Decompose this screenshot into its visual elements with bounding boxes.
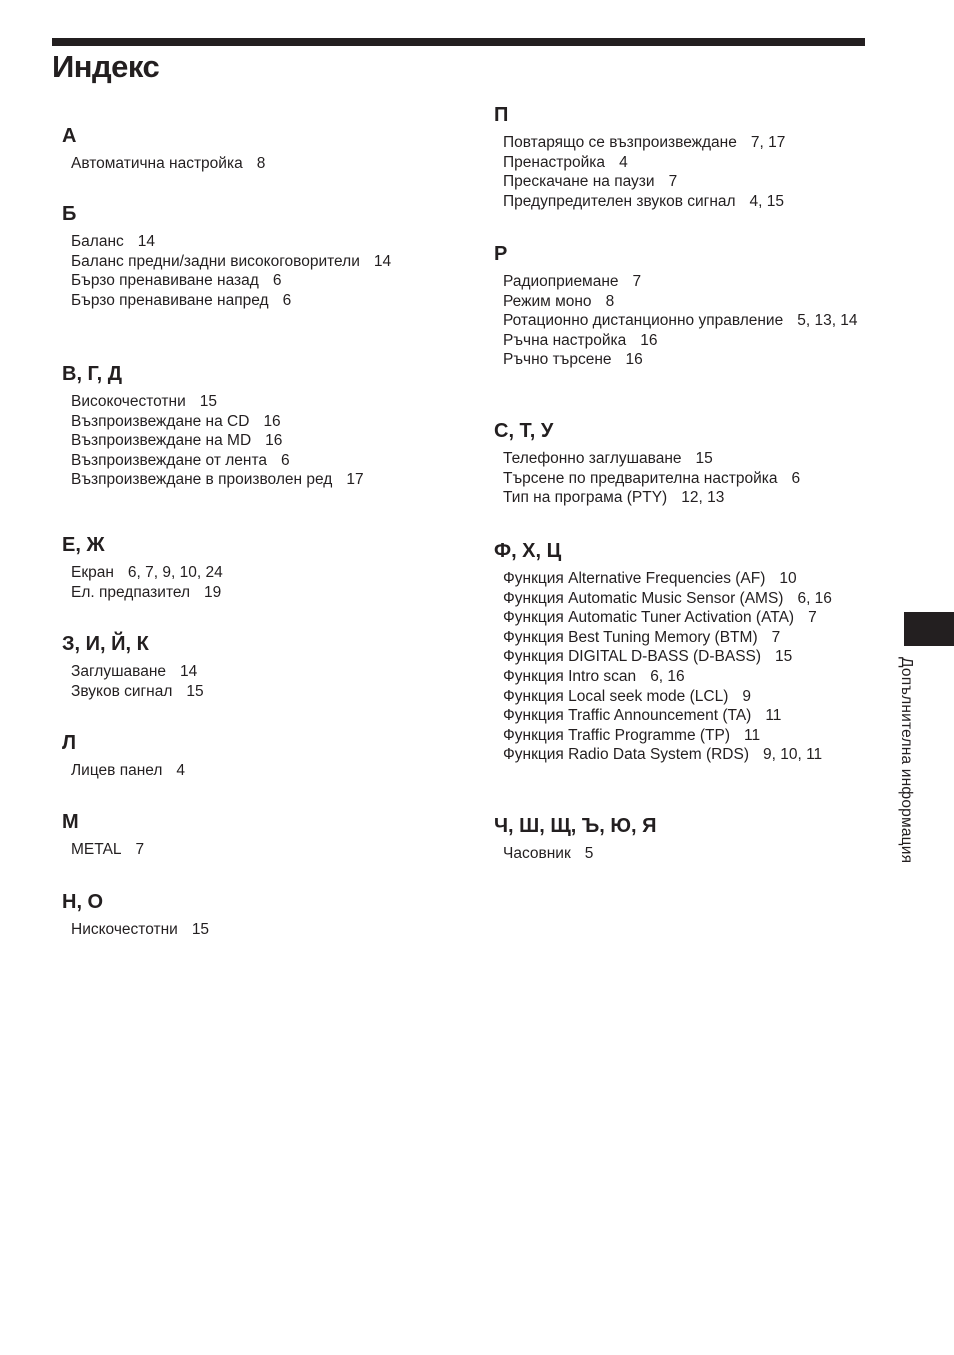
entry-term: METAL: [71, 841, 122, 858]
entry-term: Функция DIGITAL D-BASS (D-BASS): [503, 648, 762, 666]
index-entry: [503, 133, 864, 153]
entry-list: [62, 662, 462, 701]
entry-pages: 11: [744, 726, 761, 744]
index-section: [62, 884, 462, 940]
entry-term: Ротационно дистанционно управление: [503, 312, 784, 330]
entry-list: [62, 563, 462, 602]
entry-term: Бързо пренавиване напред: [71, 291, 269, 309]
index-entry: [503, 667, 864, 687]
entry-list: [62, 392, 462, 490]
entry-list: [494, 272, 864, 370]
index-entry: [71, 154, 462, 174]
entry-pages: 7: [632, 273, 642, 290]
entry-term: Телефонно заглушаване: [503, 450, 682, 467]
entry-term: Звуков сигнал: [71, 682, 173, 700]
entry-list: [62, 154, 462, 174]
section-heading: Р: [494, 243, 508, 265]
entry-list: [494, 844, 864, 864]
index-entry: [503, 153, 864, 173]
index-entry: [71, 252, 462, 272]
entry-term: Радиоприемане: [503, 273, 619, 290]
index-entry: [503, 745, 864, 765]
section-heading: В, Г, Д: [62, 363, 122, 385]
index-entry: [503, 844, 864, 864]
index-entry: [71, 271, 462, 291]
index-entry: [71, 392, 462, 412]
entry-term: Функция Radio Data System (RDS): [503, 746, 749, 764]
entry-pages: 4, 15: [749, 192, 785, 210]
index-entry: [71, 412, 462, 432]
index-entry: [503, 706, 864, 726]
section-heading: П: [494, 104, 509, 126]
index-entry: [503, 272, 864, 292]
index-entry: [71, 431, 462, 451]
entry-term: Заглушаване: [71, 663, 167, 680]
entry-pages: 6, 7, 9, 10, 24: [127, 564, 223, 581]
index-section: [62, 626, 462, 725]
index-section: [494, 97, 864, 236]
index-section: [62, 804, 462, 884]
entry-pages: 6, 16: [797, 589, 832, 607]
entry-pages: 4: [176, 762, 186, 779]
entry-list: [62, 232, 462, 310]
entry-pages: 15: [199, 393, 217, 410]
entry-list: [62, 761, 462, 781]
entry-term: Функция Intro scan: [503, 667, 637, 685]
index-column-right: [494, 97, 864, 864]
entry-term: Часовник: [503, 845, 571, 862]
index-column-left: [62, 118, 462, 940]
entry-term: Функция Automatic Music Sensor (AMS): [503, 589, 784, 607]
index-section: [62, 196, 462, 356]
entry-pages: 6: [791, 469, 801, 487]
index-entry: [71, 451, 462, 471]
entry-term: Предупредителен звуков сигнал: [503, 192, 736, 210]
index-entry: [71, 761, 462, 781]
entry-pages: 7, 17: [750, 134, 786, 151]
index-section: [494, 413, 864, 533]
index-section: [494, 533, 864, 808]
entry-pages: 8: [605, 292, 615, 310]
entry-term: Функция Best Tuning Memory (BTM): [503, 628, 758, 646]
section-heading: А: [62, 125, 77, 147]
entry-pages: 7: [135, 841, 145, 858]
entry-list: [62, 840, 462, 860]
index-entry: [71, 682, 462, 702]
entry-pages: 7: [668, 173, 678, 191]
entry-term: Функция Alternative Frequencies (AF): [503, 570, 766, 587]
entry-pages: 15: [186, 682, 204, 700]
entry-pages: 14: [180, 663, 198, 680]
page-title: Индекс: [52, 49, 160, 84]
entry-pages: 9, 10, 11: [763, 746, 823, 764]
index-entry: [503, 647, 864, 667]
entry-pages: 5: [584, 845, 594, 862]
entry-pages: 6: [282, 291, 292, 309]
entry-term: Бързо пренавиване назад: [71, 272, 259, 290]
entry-pages: 5, 13, 14: [797, 312, 858, 330]
index-entry: [503, 488, 864, 508]
index-entry: [71, 583, 462, 603]
entry-term: Възпроизвеждане от лента: [71, 451, 268, 469]
index-entry: [503, 569, 864, 589]
entry-term: Екран: [71, 564, 114, 581]
index-entry: [503, 608, 864, 628]
index-entry: [503, 449, 864, 469]
index-entry: [503, 726, 864, 746]
entry-pages: 6: [281, 451, 290, 469]
index-entry: [503, 628, 864, 648]
entry-pages: 6: [272, 272, 282, 290]
index-entry: [71, 563, 462, 583]
entry-term: Функция Traffic Announcement (TA): [503, 707, 752, 725]
entry-term: Повтарящо се възпроизвеждане: [503, 134, 737, 151]
entry-pages: 10: [779, 570, 797, 587]
section-heading: С, Т, У: [494, 420, 554, 442]
entry-list: [62, 920, 462, 940]
index-entry: [503, 311, 864, 331]
index-entry: [503, 292, 864, 312]
entry-term: Баланс предни/задни високоговорители: [71, 252, 360, 270]
entry-pages: 7: [808, 609, 817, 627]
section-heading: Б: [62, 203, 77, 225]
entry-term: Функция Automatic Tuner Activation (ATA): [503, 609, 795, 627]
index-section: [62, 527, 462, 626]
entry-term: Тип на програма (PTY): [503, 489, 668, 507]
entry-term: Ръчна настройка: [503, 331, 627, 349]
entry-pages: 8: [256, 155, 266, 172]
entry-pages: 11: [765, 707, 782, 725]
section-heading: М: [62, 811, 79, 833]
entry-term: Пренастройка: [503, 153, 606, 171]
entry-list: [494, 449, 864, 508]
entry-pages: 6, 16: [650, 667, 685, 685]
entry-term: Функция Local seek mode (LCL): [503, 687, 729, 705]
section-heading: Ч, Ш, Щ, Ъ, Ю, Я: [494, 815, 657, 837]
index-section: [62, 725, 462, 804]
entry-pages: 16: [263, 412, 281, 430]
index-entry: [503, 192, 864, 212]
index-section: [62, 118, 462, 196]
entry-term: Автоматична настройка: [71, 155, 243, 172]
index-section: [62, 356, 462, 527]
section-tab-marker: [904, 612, 954, 646]
entry-term: Прескачане на паузи: [503, 173, 655, 191]
section-heading: Ф, Х, Ц: [494, 540, 562, 562]
entry-term: Функция Traffic Programme (TP): [503, 726, 731, 744]
index-entry: [71, 840, 462, 860]
index-entry: [503, 469, 864, 489]
top-rule: [52, 38, 865, 46]
entry-term: Ръчно търсене: [503, 351, 612, 369]
index-section: [494, 236, 864, 413]
entry-term: Режим моно: [503, 292, 592, 310]
entry-pages: 4: [619, 153, 628, 171]
entry-pages: 9: [742, 687, 751, 705]
entry-list: [494, 133, 864, 211]
index-section: [494, 808, 864, 864]
entry-term: Ел. предпазител: [71, 583, 191, 601]
entry-term: Лицев панел: [71, 762, 163, 779]
entry-pages: 15: [695, 450, 713, 467]
index-entry: [503, 350, 864, 370]
entry-list: [494, 569, 864, 765]
entry-term: Баланс: [71, 233, 124, 250]
index-entry: [71, 232, 462, 252]
entry-pages: 16: [640, 331, 658, 349]
entry-term: Търсене по предварителна настройка: [503, 469, 778, 487]
index-entry: [503, 589, 864, 609]
entry-pages: 19: [204, 583, 222, 601]
entry-pages: 7: [771, 628, 781, 646]
index-entry: [71, 662, 462, 682]
entry-pages: 16: [625, 351, 643, 369]
index-entry: [503, 172, 864, 192]
entry-term: Възпроизвеждане в произволен ред: [71, 471, 333, 489]
section-heading: З, И, Й, К: [62, 633, 149, 655]
index-entry: [71, 291, 462, 311]
entry-pages: 16: [265, 432, 283, 450]
entry-term: Нискочестотни: [71, 921, 178, 938]
entry-pages: 14: [373, 252, 392, 270]
section-heading: Е, Ж: [62, 534, 105, 556]
index-entry: [71, 920, 462, 940]
entry-pages: 14: [137, 233, 156, 250]
entry-term: Възпроизвеждане на MD: [71, 432, 252, 450]
section-heading: Н, О: [62, 891, 104, 913]
entry-term: Високочестотни: [71, 393, 186, 410]
index-entry: [503, 687, 864, 707]
index-entry: [71, 470, 462, 490]
entry-pages: 17: [346, 471, 364, 489]
entry-pages: 15: [191, 921, 210, 938]
entry-term: Възпроизвеждане на CD: [71, 412, 250, 430]
entry-pages: 15: [775, 648, 793, 666]
section-heading: Л: [62, 732, 77, 754]
index-entry: [503, 331, 864, 351]
entry-pages: 12, 13: [681, 489, 725, 507]
side-section-label: Допълнителна информация: [898, 657, 915, 864]
